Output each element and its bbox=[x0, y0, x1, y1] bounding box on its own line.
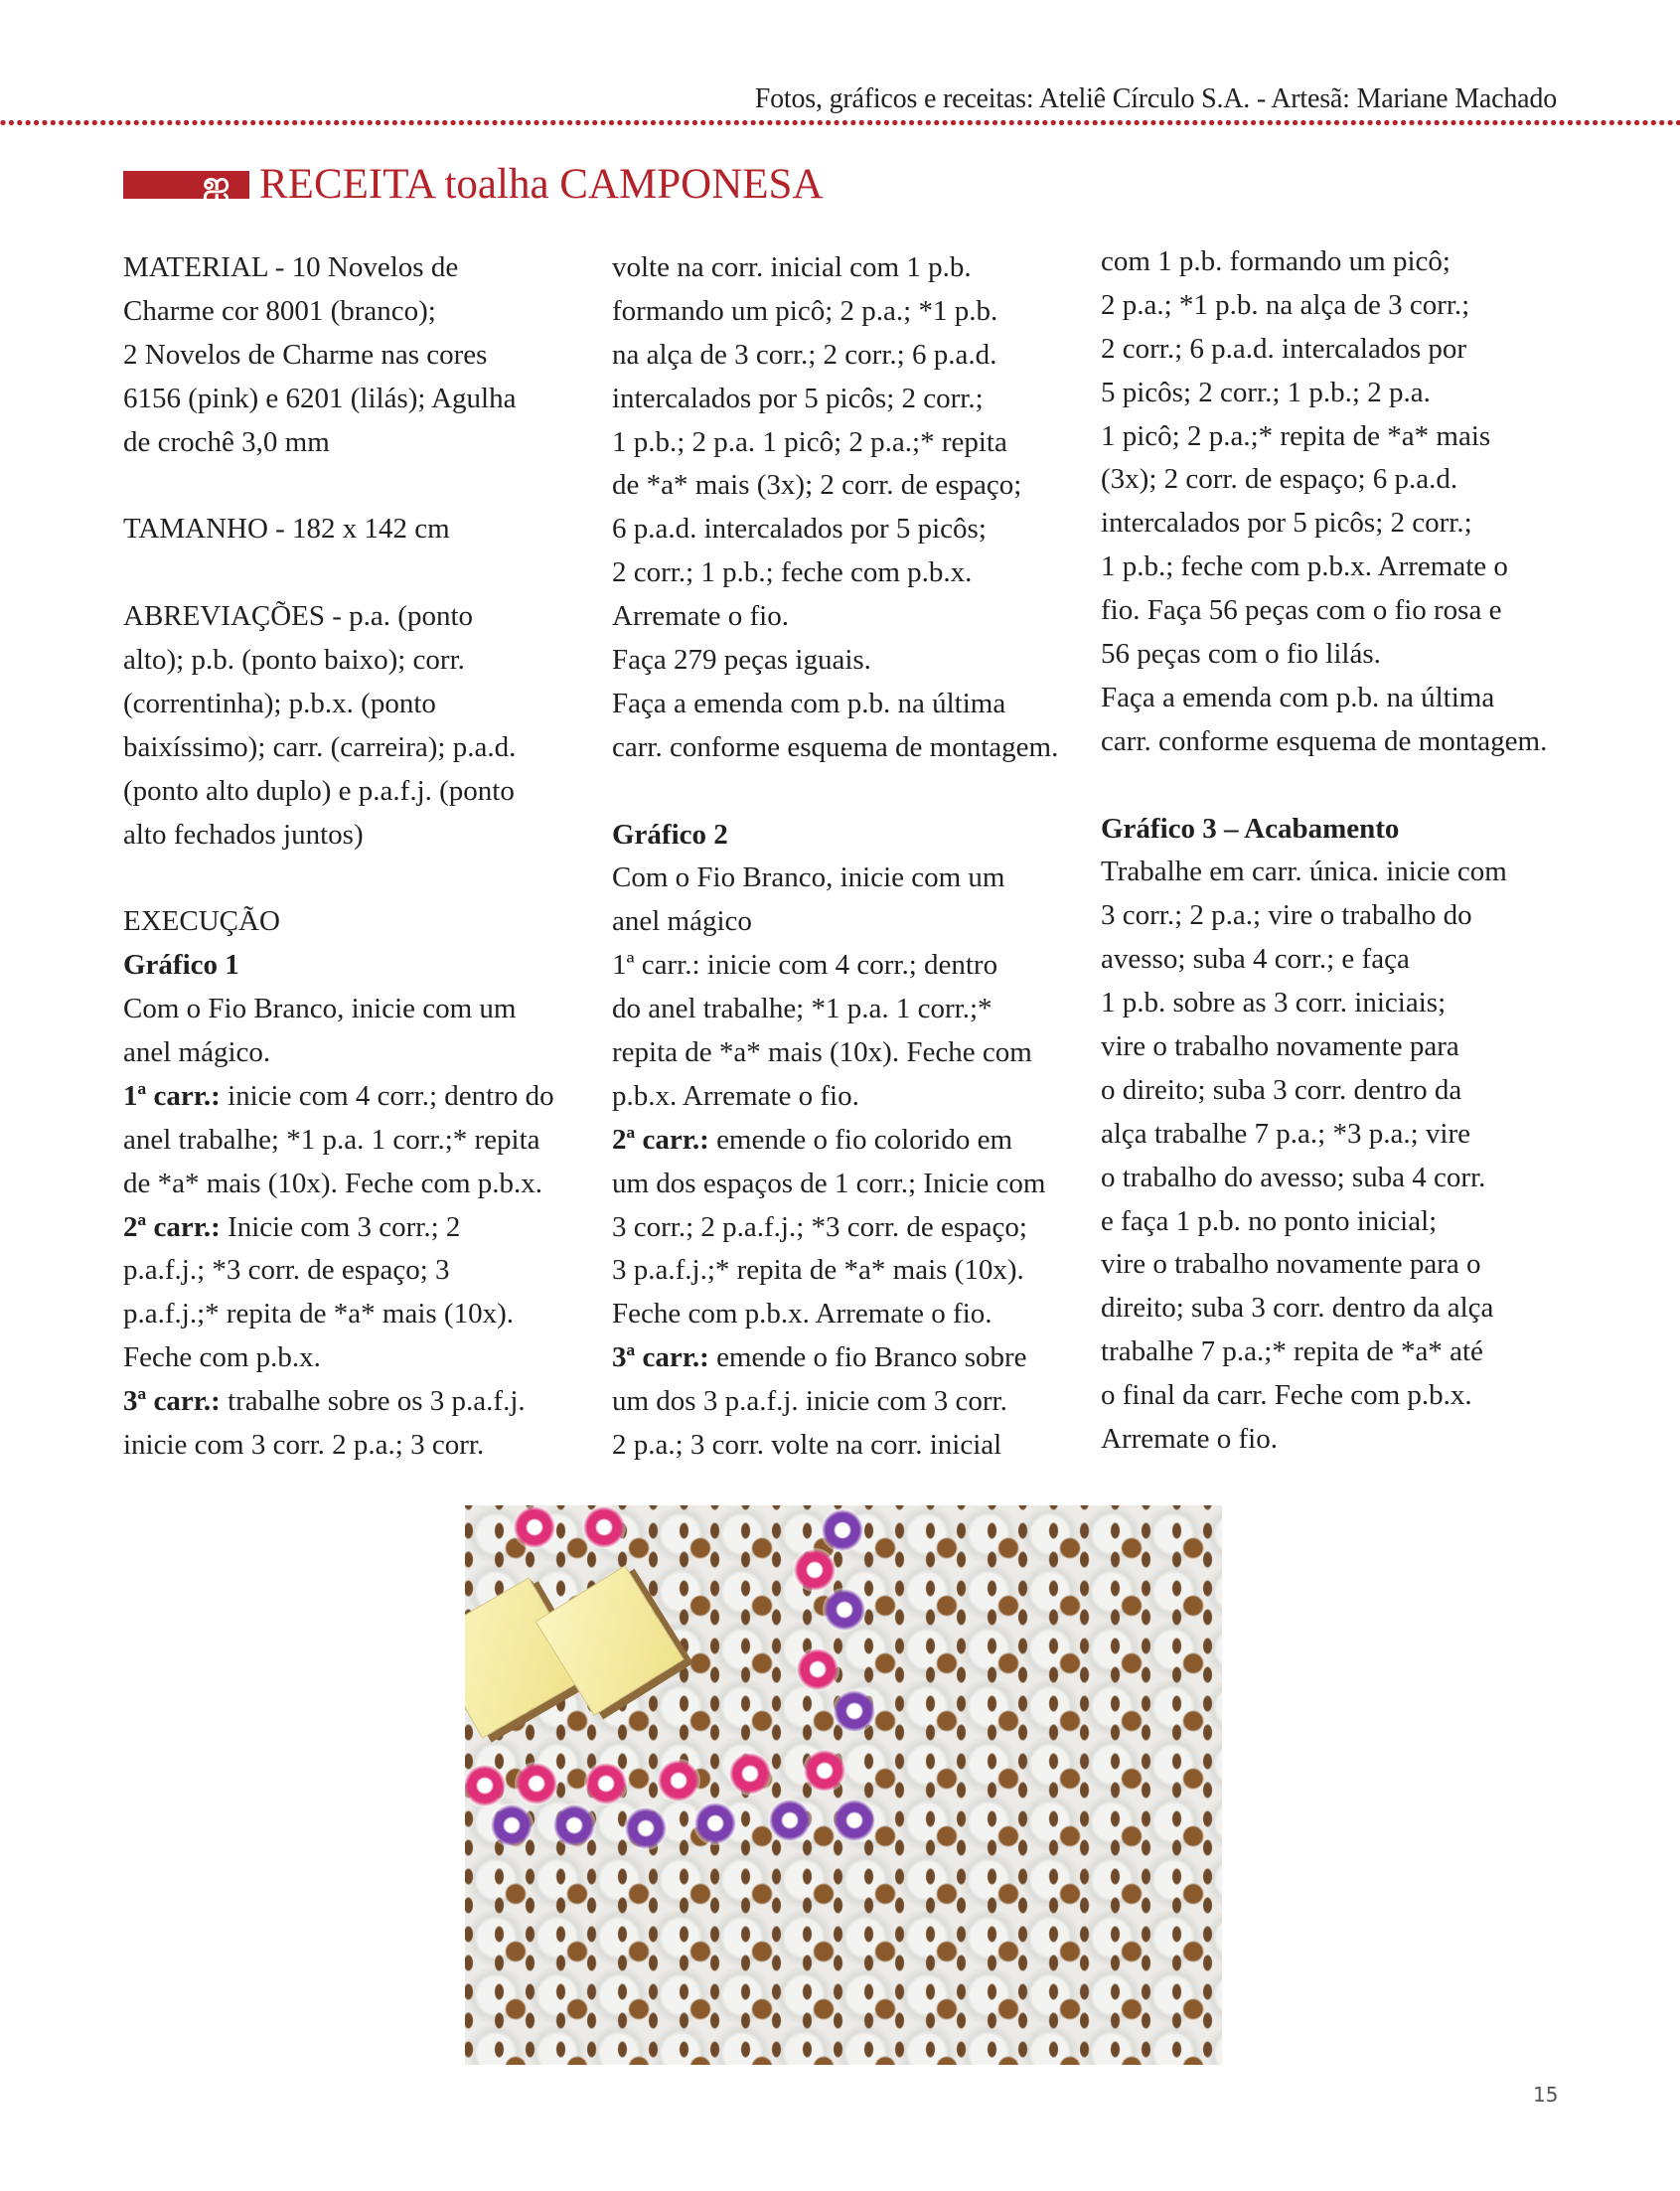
text-line bbox=[123, 1249, 600, 1293]
line-text: Com o Fio Branco, inicie com um bbox=[123, 993, 517, 1025]
line-text: p.a.f.j.;* repita de *a* mais (10x). bbox=[123, 1298, 514, 1330]
bold-label: 3ª carr.: bbox=[612, 1341, 709, 1374]
text-line bbox=[123, 1424, 600, 1468]
line-text: anel mágico bbox=[612, 905, 752, 938]
line-text: 1 p.b.; 2 p.a. 1 picô; 2 p.a.;* repita bbox=[612, 425, 1007, 458]
text-line bbox=[1101, 240, 1578, 284]
text-line bbox=[1101, 1069, 1578, 1113]
text-line bbox=[612, 639, 1089, 683]
bold-label: 2ª carr.: bbox=[123, 1210, 221, 1243]
line-text: Arremate o fio. bbox=[612, 600, 789, 633]
text-line bbox=[1101, 1418, 1578, 1462]
text-line bbox=[1101, 458, 1578, 502]
text-line bbox=[123, 770, 600, 814]
text-line bbox=[1101, 677, 1578, 720]
text-line bbox=[1101, 1287, 1578, 1330]
line-text: (3x); 2 corr. de espaço; 6 p.a.d. bbox=[1101, 463, 1458, 496]
text-line bbox=[123, 1119, 600, 1163]
bold-label: 3ª carr.: bbox=[123, 1385, 221, 1418]
text-line bbox=[123, 1031, 600, 1075]
text-line bbox=[612, 770, 1089, 814]
text-line bbox=[1101, 284, 1578, 328]
line-text: MATERIAL - 10 Novelos de bbox=[123, 251, 459, 283]
line-text: 5 picôs; 2 corr.; 1 p.b.; 2 p.a. bbox=[1101, 376, 1431, 408]
text-line bbox=[612, 1119, 1089, 1163]
line-text: repita de *a* mais (10x). Feche com bbox=[612, 1036, 1032, 1069]
lilac-flower-motif bbox=[552, 1803, 596, 1847]
line-text: carr. conforme esquema de montagem. bbox=[1101, 724, 1548, 757]
line-text: Faça a emenda com p.b. na última bbox=[1101, 681, 1495, 713]
lilac-flower-motif bbox=[821, 1508, 864, 1552]
line-text: ABREVIAÇÕES - p.a. (ponto bbox=[123, 600, 474, 633]
text-line bbox=[612, 595, 1089, 639]
line-text: p.b.x. Arremate o fio. bbox=[612, 1079, 859, 1112]
text-line bbox=[1101, 720, 1578, 764]
line-text: 3 p.a.f.j.;* repita de *a* mais (10x). bbox=[612, 1254, 1024, 1287]
pink-flower-motif bbox=[796, 1647, 840, 1691]
text-line bbox=[123, 1336, 600, 1380]
text-line bbox=[612, 726, 1089, 770]
line-text: inicie com 3 corr. 2 p.a.; 3 corr. bbox=[123, 1429, 485, 1462]
line-text: fio. Faça 56 peças com o fio rosa e bbox=[1101, 594, 1502, 627]
line-text: 2 Novelos de Charme nas cores bbox=[123, 338, 488, 371]
lilac-flower-motif bbox=[823, 1588, 866, 1632]
line-text: 6156 (pink) e 6201 (lilás); Agulha bbox=[123, 382, 517, 414]
text-line bbox=[612, 1163, 1089, 1206]
text-line bbox=[1101, 1243, 1578, 1287]
line-text: emende o fio Branco sobre bbox=[708, 1341, 1027, 1374]
line-text: vire o trabalho novamente para o bbox=[1101, 1248, 1481, 1281]
line-text: do anel trabalhe; *1 p.a. 1 corr.;* bbox=[612, 993, 993, 1025]
text-line bbox=[123, 421, 600, 465]
line-text: um dos 3 p.a.f.j. inicie com 3 corr. bbox=[612, 1385, 1007, 1418]
bold-label: Gráfico 2 bbox=[612, 818, 728, 851]
text-line bbox=[1101, 546, 1578, 589]
text-line bbox=[123, 988, 600, 1031]
tablecloth-photo bbox=[465, 1505, 1222, 2065]
text-line bbox=[1101, 1330, 1578, 1374]
lilac-flower-motif bbox=[490, 1803, 534, 1847]
line-text: p.a.f.j.; *3 corr. de espaço; 3 bbox=[123, 1254, 450, 1287]
text-line bbox=[123, 1293, 600, 1336]
line-text: Inicie com 3 corr.; 2 bbox=[220, 1210, 461, 1243]
text-line bbox=[612, 1293, 1089, 1336]
pink-flower-motif bbox=[584, 1762, 628, 1805]
lilac-flower-motif bbox=[768, 1799, 812, 1842]
text-column-2 bbox=[612, 246, 1089, 1468]
line-text: 2 p.a.; 3 corr. volte na corr. inicial bbox=[612, 1429, 1002, 1462]
text-line bbox=[612, 944, 1089, 988]
text-line bbox=[612, 334, 1089, 378]
text-line bbox=[612, 1075, 1089, 1119]
line-text: baixíssimo); carr. (carreira); p.a.d. bbox=[123, 730, 517, 763]
text-line bbox=[123, 1380, 600, 1424]
bold-label: 2ª carr.: bbox=[612, 1123, 709, 1156]
text-line bbox=[123, 639, 600, 683]
text-line bbox=[123, 814, 600, 858]
line-text: carr. conforme esquema de montagem. bbox=[612, 730, 1059, 763]
text-line bbox=[1101, 894, 1578, 938]
line-text: 1ª carr.: inicie com 4 corr.; dentro bbox=[612, 949, 998, 982]
text-line bbox=[612, 1249, 1089, 1293]
line-text: Faça 279 peças iguais. bbox=[612, 644, 871, 677]
pink-flower-motif bbox=[465, 1764, 507, 1807]
text-line bbox=[123, 683, 600, 726]
line-text: 6 p.a.d. intercalados por 5 picôs; bbox=[612, 513, 987, 546]
line-text: o final da carr. Feche com p.b.x. bbox=[1101, 1379, 1472, 1412]
text-line bbox=[1101, 589, 1578, 633]
text-line bbox=[612, 290, 1089, 334]
line-text: intercalados por 5 picôs; 2 corr.; bbox=[612, 382, 984, 414]
text-line bbox=[1101, 808, 1578, 852]
pink-flower-motif bbox=[657, 1759, 700, 1802]
line-text: EXECUÇÃO bbox=[123, 905, 280, 938]
text-line bbox=[612, 1206, 1089, 1250]
text-line bbox=[123, 900, 600, 944]
text-line bbox=[1101, 1025, 1578, 1069]
line-text: 1 picô; 2 p.a.;* repita de *a* mais bbox=[1101, 419, 1491, 452]
text-line bbox=[1101, 1200, 1578, 1244]
text-line bbox=[123, 1163, 600, 1206]
line-text: Feche com p.b.x. bbox=[123, 1341, 321, 1374]
text-line bbox=[612, 1380, 1089, 1424]
line-text: de *a* mais (3x); 2 corr. de espaço; bbox=[612, 469, 1022, 502]
line-text: avesso; suba 4 corr.; e faça bbox=[1101, 943, 1410, 976]
line-text: volte na corr. inicial com 1 p.b. bbox=[612, 251, 972, 283]
dotted-divider bbox=[0, 119, 1680, 126]
line-text: o trabalho do avesso; suba 4 corr. bbox=[1101, 1161, 1486, 1193]
line-text: alça trabalhe 7 p.a.; *3 p.a.; vire bbox=[1101, 1117, 1471, 1150]
line-text: 56 peças com o fio lilás. bbox=[1101, 638, 1381, 671]
text-line bbox=[123, 1075, 600, 1119]
line-text: Charme cor 8001 (branco); bbox=[123, 294, 436, 327]
text-line bbox=[123, 1206, 600, 1250]
line-text: alto); p.b. (ponto baixo); corr. bbox=[123, 644, 465, 677]
text-line bbox=[1101, 851, 1578, 894]
text-line bbox=[123, 551, 600, 595]
text-line bbox=[612, 378, 1089, 421]
text-line bbox=[123, 246, 600, 290]
line-text: Trabalhe em carr. única. inicie com bbox=[1101, 856, 1507, 888]
pink-flower-motif bbox=[513, 1505, 556, 1549]
text-line bbox=[1101, 1113, 1578, 1157]
pink-flower-motif bbox=[803, 1749, 846, 1793]
text-line bbox=[1101, 1374, 1578, 1418]
text-line bbox=[123, 857, 600, 900]
lilac-flower-motif bbox=[693, 1801, 737, 1845]
bold-label: Gráfico 3 – Acabamento bbox=[1101, 812, 1400, 845]
line-text: Arremate o fio. bbox=[1101, 1423, 1278, 1456]
line-text: com 1 p.b. formando um picô; bbox=[1101, 245, 1451, 277]
pink-flower-motif bbox=[582, 1505, 626, 1549]
text-line bbox=[612, 988, 1089, 1031]
text-line bbox=[612, 421, 1089, 465]
pink-flower-motif bbox=[793, 1548, 837, 1592]
line-text: formando um picô; 2 p.a.; *1 p.b. bbox=[612, 294, 998, 327]
text-line bbox=[123, 290, 600, 334]
line-text: direito; suba 3 corr. dentro da alça bbox=[1101, 1292, 1494, 1325]
text-line bbox=[1101, 633, 1578, 677]
text-line bbox=[612, 551, 1089, 595]
line-text: 1 p.b.; feche com p.b.x. Arremate o bbox=[1101, 550, 1508, 583]
text-column-1 bbox=[123, 246, 600, 1468]
line-text: (ponto alto duplo) e p.a.f.j. (ponto bbox=[123, 774, 515, 807]
text-line bbox=[1101, 328, 1578, 372]
lilac-flower-motif bbox=[833, 1799, 876, 1842]
text-line bbox=[123, 378, 600, 421]
text-line bbox=[1101, 982, 1578, 1025]
text-line bbox=[1101, 502, 1578, 546]
line-text: trabalhe sobre os 3 p.a.f.j. bbox=[220, 1385, 526, 1418]
line-text: Feche com p.b.x. Arremate o fio. bbox=[612, 1298, 993, 1330]
line-text: Com o Fio Branco, inicie com um bbox=[612, 861, 1005, 894]
lilac-flower-motif bbox=[624, 1806, 668, 1850]
text-line bbox=[1101, 764, 1578, 808]
line-text: TAMANHO - 182 x 142 cm bbox=[123, 513, 450, 546]
line-text: inicie com 4 corr.; dentro do bbox=[220, 1079, 554, 1112]
text-line bbox=[612, 464, 1089, 508]
line-text: 1 p.b. sobre as 3 corr. iniciais; bbox=[1101, 987, 1447, 1019]
text-line bbox=[123, 334, 600, 378]
line-text: 2 p.a.; *1 p.b. na alça de 3 corr.; bbox=[1101, 288, 1470, 321]
ornament-icon: ஐ bbox=[203, 164, 230, 204]
text-line bbox=[123, 508, 600, 551]
lilac-flower-motif bbox=[833, 1689, 876, 1733]
page-number: 15 bbox=[1533, 2083, 1559, 2107]
text-line bbox=[612, 857, 1089, 900]
line-text: de *a* mais (10x). Feche com p.b.x. bbox=[123, 1167, 543, 1199]
line-text: de crochê 3,0 mm bbox=[123, 425, 330, 458]
text-line bbox=[123, 595, 600, 639]
line-text: 2 corr.; 1 p.b.; feche com p.b.x. bbox=[612, 556, 973, 589]
line-text: 3 corr.; 2 p.a.f.j.; *3 corr. de espaço; bbox=[612, 1210, 1027, 1243]
text-line bbox=[1101, 1157, 1578, 1200]
text-line bbox=[1101, 415, 1578, 459]
text-line bbox=[1101, 938, 1578, 982]
line-text: na alça de 3 corr.; 2 corr.; 6 p.a.d. bbox=[612, 338, 997, 371]
text-line bbox=[612, 246, 1089, 290]
line-text: 3 corr.; 2 p.a.; vire o trabalho do bbox=[1101, 899, 1472, 932]
bold-label: Gráfico 1 bbox=[123, 949, 239, 982]
text-line bbox=[612, 683, 1089, 726]
text-line bbox=[612, 1424, 1089, 1468]
text-column-3 bbox=[1101, 240, 1578, 1462]
text-line bbox=[123, 464, 600, 508]
line-text: 2 corr.; 6 p.a.d. intercalados por bbox=[1101, 332, 1467, 365]
line-text: intercalados por 5 picôs; 2 corr.; bbox=[1101, 507, 1472, 540]
line-text: Faça a emenda com p.b. na última bbox=[612, 687, 1006, 719]
text-line bbox=[123, 944, 600, 988]
line-text: vire o trabalho novamente para bbox=[1101, 1030, 1459, 1063]
line-text: um dos espaços de 1 corr.; Inicie com bbox=[612, 1167, 1046, 1199]
text-line bbox=[123, 726, 600, 770]
text-line bbox=[612, 1336, 1089, 1380]
line-text: anel trabalhe; *1 p.a. 1 corr.;* repita bbox=[123, 1123, 540, 1156]
line-text: alto fechados juntos) bbox=[123, 818, 364, 851]
title-accent-bar bbox=[123, 171, 249, 199]
line-text: anel mágico. bbox=[123, 1036, 271, 1069]
text-line bbox=[612, 1031, 1089, 1075]
text-line bbox=[612, 814, 1089, 858]
line-text: trabalhe 7 p.a.;* repita de *a* até bbox=[1101, 1335, 1483, 1368]
text-line bbox=[612, 508, 1089, 551]
line-text: e faça 1 p.b. no ponto inicial; bbox=[1101, 1204, 1438, 1237]
text-line bbox=[1101, 372, 1578, 415]
line-text: (correntinha); p.b.x. (ponto bbox=[123, 687, 436, 719]
bold-label: 1ª carr.: bbox=[123, 1079, 221, 1112]
line-text: o direito; suba 3 corr. dentro da bbox=[1101, 1073, 1462, 1106]
text-line bbox=[612, 900, 1089, 944]
line-text: emende o fio colorido em bbox=[708, 1123, 1013, 1156]
photo-credits: Fotos, gráficos e receitas: Ateliê Círculo S.A. - Artesã: Mariane Machado bbox=[754, 83, 1557, 114]
pink-flower-motif bbox=[728, 1752, 772, 1796]
pink-flower-motif bbox=[515, 1762, 558, 1805]
page-title: RECEITA toalha CAMPONESA bbox=[259, 161, 824, 208]
